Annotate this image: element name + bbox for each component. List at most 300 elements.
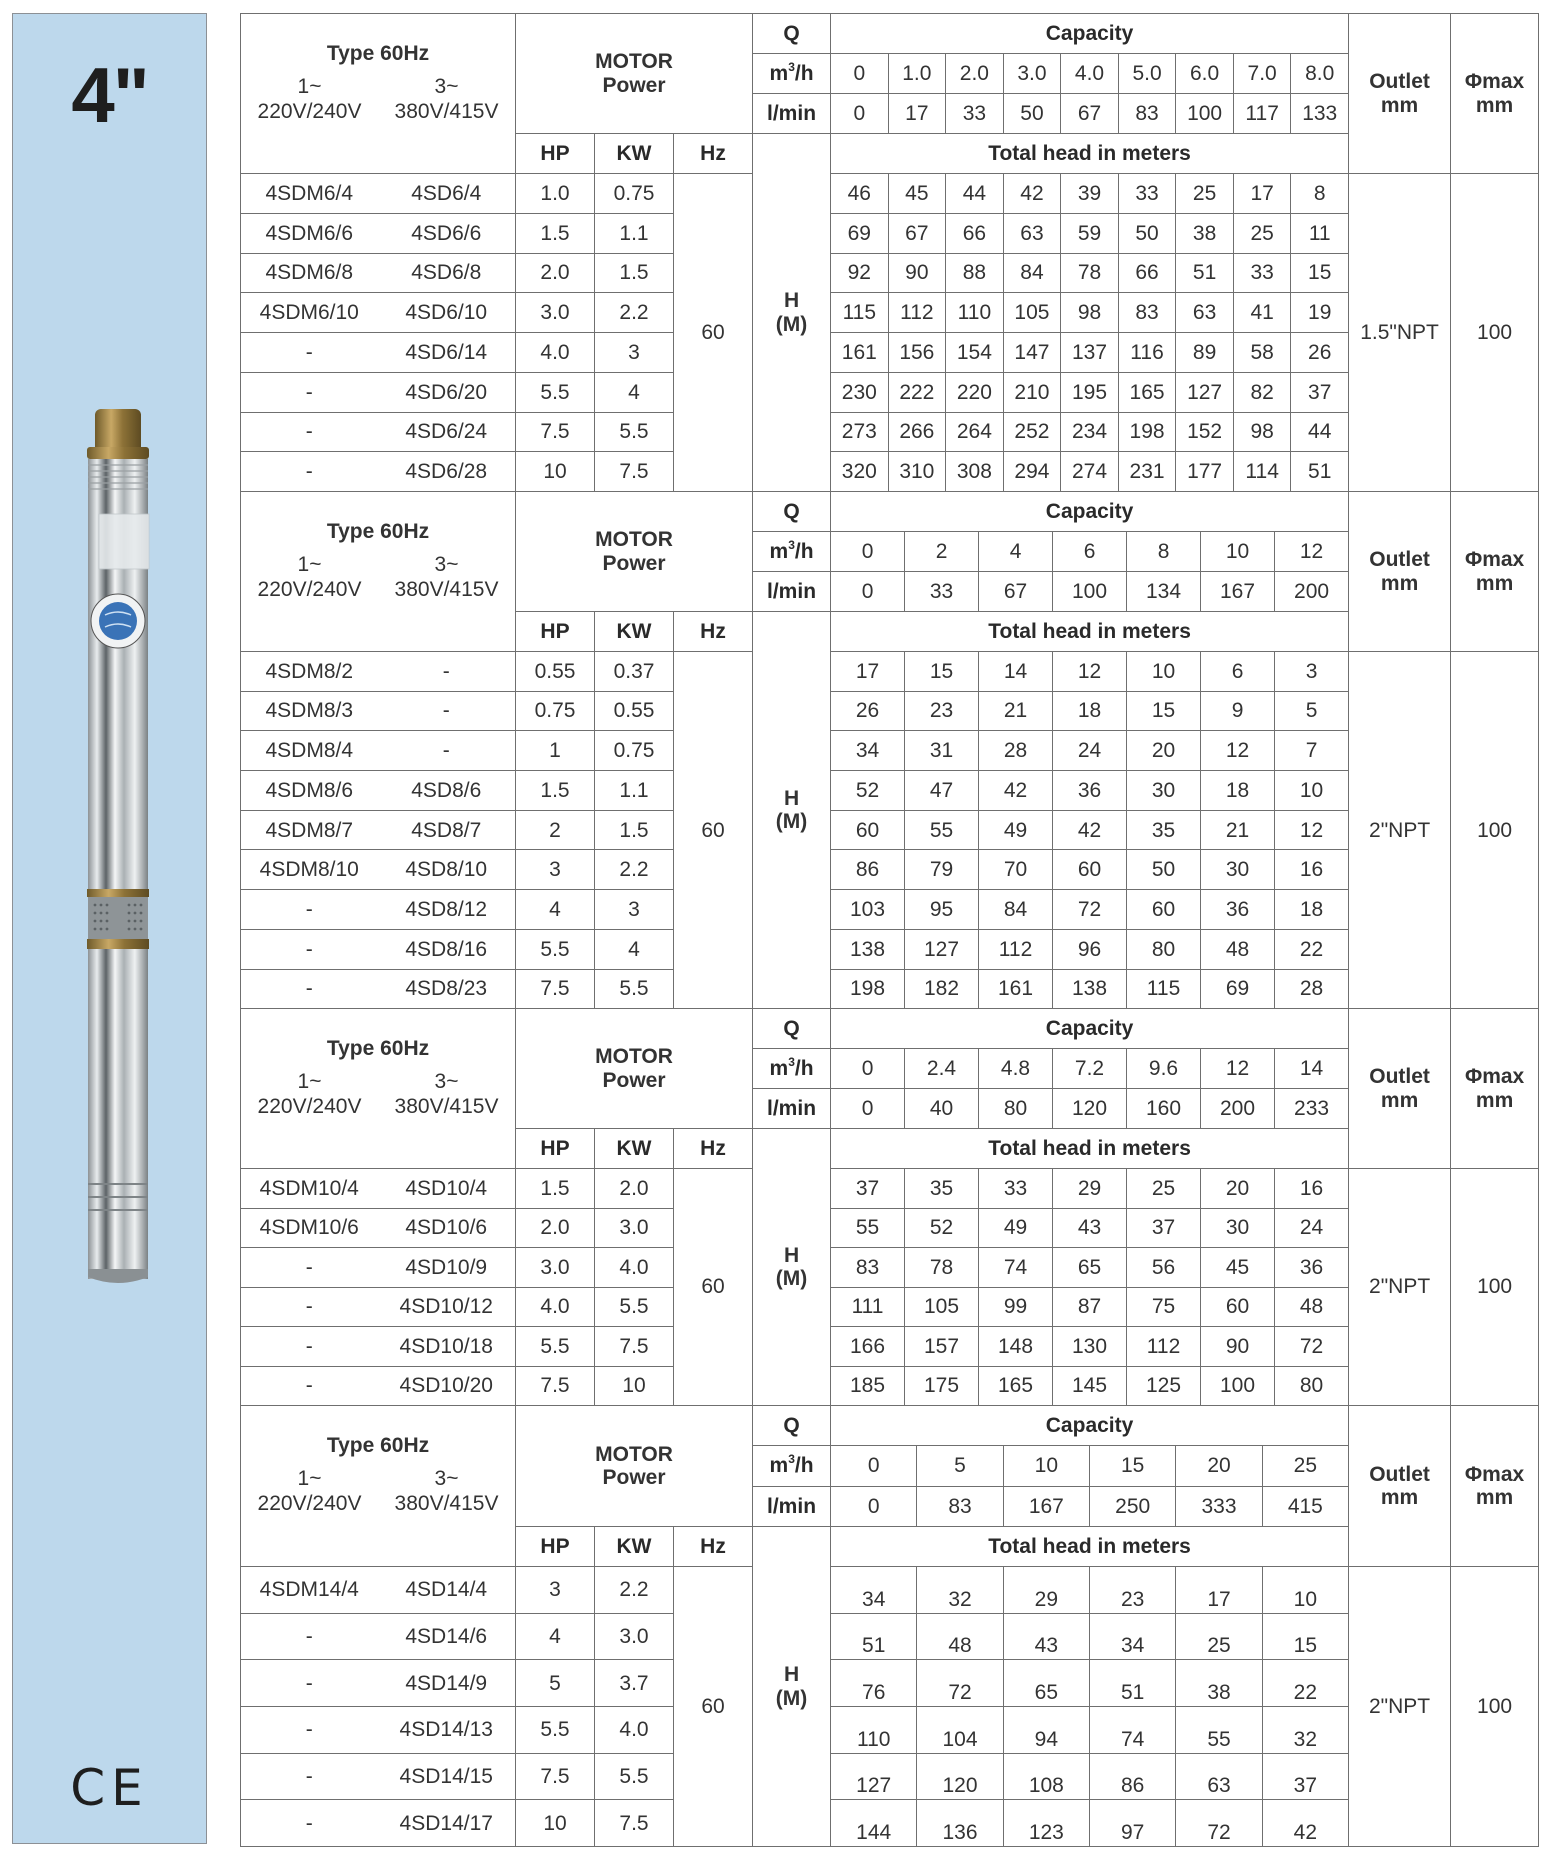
single-phase-model: 4SDM14/4 xyxy=(241,1567,378,1614)
head-value: 16 xyxy=(1275,850,1349,890)
max-diameter-unit: mm xyxy=(1475,1088,1514,1112)
single-phase-model: - xyxy=(241,1327,378,1367)
type-title: Type 60Hz xyxy=(326,42,430,65)
head-value: 17 xyxy=(1176,1567,1262,1614)
motor-kw: 7.5 xyxy=(595,1800,674,1847)
single-phase-voltage: 220V/240V xyxy=(257,578,362,602)
head-value: 110 xyxy=(946,293,1004,333)
motor-kw: 1.5 xyxy=(595,810,674,850)
motor-kw: 5.5 xyxy=(595,969,674,1009)
head-value: 55 xyxy=(1176,1707,1262,1754)
max-diameter-unit: mm xyxy=(1475,1486,1514,1509)
flow-m3h-value: 10 xyxy=(1003,1446,1089,1487)
max-diameter-header xyxy=(1451,1009,1539,1169)
flow-m3h-value: 12 xyxy=(1275,532,1349,572)
head-value: 43 xyxy=(1003,1613,1089,1660)
head-unit-label xyxy=(753,1527,831,1847)
h-label: H xyxy=(783,787,800,810)
head-value: 72 xyxy=(1176,1800,1262,1847)
head-value: 182 xyxy=(905,969,979,1009)
single-phase-label: 1~ xyxy=(297,1070,322,1094)
pump-model-row xyxy=(241,771,1539,811)
head-unit-label xyxy=(753,612,831,1009)
capacity-header: Capacity xyxy=(831,1406,1349,1446)
head-value: 37 xyxy=(1291,372,1349,412)
single-phase-model: - xyxy=(241,1613,378,1660)
flow-lmin-value: 33 xyxy=(946,94,1004,134)
outlet-value: 2"NPT xyxy=(1349,652,1451,1009)
head-value: 24 xyxy=(1275,1208,1349,1248)
max-diameter-header xyxy=(1451,14,1539,174)
hz-header: Hz xyxy=(674,612,753,652)
head-value: 161 xyxy=(979,969,1053,1009)
head-value: 48 xyxy=(1201,929,1275,969)
head-value: 37 xyxy=(831,1169,905,1209)
motor-power-header xyxy=(516,492,753,612)
motor-hp: 4 xyxy=(516,890,595,930)
lmin-unit: l/min xyxy=(753,1487,831,1527)
head-value: 198 xyxy=(831,969,905,1009)
head-value: 42 xyxy=(979,771,1053,811)
head-value: 138 xyxy=(1053,969,1127,1009)
motor-hp: 1.5 xyxy=(516,771,595,811)
power-label: Power xyxy=(602,1466,666,1489)
flow-m3h-value: 20 xyxy=(1176,1446,1262,1487)
head-value: 96 xyxy=(1053,929,1127,969)
head-value: 33 xyxy=(979,1169,1053,1209)
head-value: 52 xyxy=(905,1208,979,1248)
head-value: 12 xyxy=(1201,731,1275,771)
motor-kw: 1.1 xyxy=(595,213,674,253)
pump-model-row xyxy=(241,1248,1539,1288)
flow-lmin-value: 100 xyxy=(1176,94,1234,134)
motor-hp: 1.5 xyxy=(516,1169,595,1209)
pump-model-row xyxy=(241,253,1539,293)
motor-hp: 2 xyxy=(516,810,595,850)
head-value: 51 xyxy=(1090,1660,1176,1707)
frequency-value: 60 xyxy=(674,1169,753,1406)
lmin-unit: l/min xyxy=(753,1089,831,1129)
head-value: 87 xyxy=(1053,1287,1127,1327)
m3h-sup: 3 xyxy=(788,537,795,552)
pump-model-row xyxy=(241,293,1539,333)
performance-table-block xyxy=(240,1008,1539,1406)
head-value: 51 xyxy=(831,1613,917,1660)
flow-m3h-value: 7.2 xyxy=(1053,1049,1127,1089)
three-phase-model: 4SD14/4 xyxy=(378,1567,516,1614)
motor-kw: 3.0 xyxy=(595,1613,674,1660)
flow-m3h-value: 4 xyxy=(979,532,1053,572)
m3h-base: m xyxy=(769,1056,789,1080)
pump-model-row xyxy=(241,731,1539,771)
head-value: 83 xyxy=(1118,293,1176,333)
head-value: 273 xyxy=(831,412,889,452)
pump-model-row xyxy=(241,333,1539,373)
m3h-unit xyxy=(753,532,831,572)
motor-kw: 4 xyxy=(595,372,674,412)
motor-kw: 10 xyxy=(595,1366,674,1406)
total-head-header: Total head in meters xyxy=(831,134,1349,174)
flow-m3h-value: 4.0 xyxy=(1061,54,1119,94)
motor-label: MOTOR xyxy=(595,528,673,552)
head-value: 15 xyxy=(905,652,979,692)
flow-lmin-value: 160 xyxy=(1127,1089,1201,1129)
head-value: 115 xyxy=(1127,969,1201,1009)
head-value: 32 xyxy=(917,1567,1003,1614)
motor-hp: 5 xyxy=(516,1660,595,1707)
motor-kw: 4 xyxy=(595,929,674,969)
head-value: 320 xyxy=(831,452,889,492)
single-phase-model: 4SDM6/4 xyxy=(241,174,378,214)
h-unit: (M) xyxy=(775,312,808,336)
head-value: 86 xyxy=(1090,1753,1176,1800)
motor-kw: 5.5 xyxy=(595,412,674,452)
head-value: 66 xyxy=(1118,253,1176,293)
head-value: 86 xyxy=(831,850,905,890)
head-value: 38 xyxy=(1176,1660,1262,1707)
product-sidebar xyxy=(12,13,207,1844)
m3h-base: m xyxy=(769,1454,789,1478)
single-phase-model: - xyxy=(241,412,378,452)
m3h-sup: 3 xyxy=(788,1452,795,1467)
outlet-unit: mm xyxy=(1380,571,1419,595)
pump-model-row xyxy=(241,1169,1539,1209)
three-phase-model: - xyxy=(378,731,516,771)
head-value: 230 xyxy=(831,372,889,412)
head-value: 80 xyxy=(1127,929,1201,969)
outlet-label: Outlet xyxy=(1369,548,1430,572)
flow-lmin-value: 0 xyxy=(831,1487,917,1527)
head-value: 97 xyxy=(1090,1800,1176,1847)
motor-kw: 1.5 xyxy=(595,253,674,293)
head-value: 44 xyxy=(946,174,1004,214)
motor-hp: 3.0 xyxy=(516,293,595,333)
head-value: 41 xyxy=(1233,293,1291,333)
head-value: 60 xyxy=(1201,1287,1275,1327)
head-value: 95 xyxy=(905,890,979,930)
head-value: 130 xyxy=(1053,1327,1127,1367)
motor-label: MOTOR xyxy=(595,1442,673,1466)
motor-kw: 2.2 xyxy=(595,293,674,333)
ce-mark: CE xyxy=(70,1759,149,1817)
three-phase-voltage: 380V/415V xyxy=(394,100,499,124)
head-value: 30 xyxy=(1127,771,1201,811)
motor-kw: 3 xyxy=(595,890,674,930)
max-diameter-value: 100 xyxy=(1451,1567,1539,1847)
motor-kw: 3.0 xyxy=(595,1208,674,1248)
head-value: 39 xyxy=(1061,174,1119,214)
head-value: 25 xyxy=(1176,1613,1262,1660)
motor-kw: 0.75 xyxy=(595,174,674,214)
three-phase-model: 4SD6/14 xyxy=(378,333,516,373)
head-value: 165 xyxy=(979,1366,1053,1406)
head-value: 10 xyxy=(1127,652,1201,692)
m3h-sup: 3 xyxy=(788,59,795,74)
head-value: 52 xyxy=(831,771,905,811)
head-value: 59 xyxy=(1061,213,1119,253)
head-value: 10 xyxy=(1262,1567,1348,1614)
head-value: 125 xyxy=(1127,1366,1201,1406)
outlet-header xyxy=(1349,1009,1451,1169)
single-phase-model: 4SDM6/6 xyxy=(241,213,378,253)
total-head-header: Total head in meters xyxy=(831,612,1349,652)
flow-lmin-value: 100 xyxy=(1053,572,1127,612)
three-phase-model: 4SD8/23 xyxy=(378,969,516,1009)
head-value: 42 xyxy=(1053,810,1127,850)
head-value: 112 xyxy=(888,293,946,333)
pump-model-row xyxy=(241,1327,1539,1367)
flow-lmin-value: 67 xyxy=(979,572,1053,612)
three-phase-label: 3~ xyxy=(434,1467,459,1491)
three-phase-model: 4SD10/4 xyxy=(378,1169,516,1209)
three-phase-model: 4SD6/8 xyxy=(378,253,516,293)
head-value: 165 xyxy=(1118,372,1176,412)
head-value: 65 xyxy=(1053,1248,1127,1288)
head-value: 144 xyxy=(831,1800,917,1847)
single-phase-label: 1~ xyxy=(297,1467,322,1491)
head-value: 15 xyxy=(1262,1613,1348,1660)
three-phase-model: 4SD14/9 xyxy=(378,1660,516,1707)
head-value: 115 xyxy=(831,293,889,333)
pump-model-row xyxy=(241,652,1539,692)
motor-hp: 5.5 xyxy=(516,1327,595,1367)
single-phase-model: 4SDM6/8 xyxy=(241,253,378,293)
outlet-value: 1.5"NPT xyxy=(1349,174,1451,492)
flow-lmin-value: 67 xyxy=(1061,94,1119,134)
h-unit: (M) xyxy=(775,1267,808,1290)
hp-header: HP xyxy=(516,1129,595,1169)
flow-lmin-value: 50 xyxy=(1003,94,1061,134)
three-phase-model: 4SD10/18 xyxy=(378,1327,516,1367)
motor-hp: 3.0 xyxy=(516,1248,595,1288)
type-header xyxy=(241,14,516,174)
three-phase-voltage: 380V/415V xyxy=(394,578,499,602)
head-value: 36 xyxy=(1053,771,1127,811)
head-value: 34 xyxy=(831,1567,917,1614)
flow-lmin-value: 120 xyxy=(1053,1089,1127,1129)
head-value: 17 xyxy=(831,652,905,692)
head-value: 18 xyxy=(1053,691,1127,731)
motor-hp: 5.5 xyxy=(516,929,595,969)
head-value: 138 xyxy=(831,929,905,969)
motor-hp: 7.5 xyxy=(516,969,595,1009)
m3h-unit xyxy=(753,54,831,94)
flow-m3h-value: 2 xyxy=(905,532,979,572)
head-value: 220 xyxy=(946,372,1004,412)
head-value: 177 xyxy=(1176,452,1234,492)
motor-kw: 4.0 xyxy=(595,1707,674,1754)
motor-hp: 3 xyxy=(516,1567,595,1614)
pump-model-row xyxy=(241,969,1539,1009)
pump-model-row xyxy=(241,810,1539,850)
head-value: 161 xyxy=(831,333,889,373)
motor-kw: 1.1 xyxy=(595,771,674,811)
head-value: 51 xyxy=(1176,253,1234,293)
head-value: 112 xyxy=(1127,1327,1201,1367)
three-phase-model: - xyxy=(378,652,516,692)
motor-power-header xyxy=(516,1009,753,1129)
q-header: Q xyxy=(753,1009,831,1049)
head-value: 28 xyxy=(1275,969,1349,1009)
pump-model-row xyxy=(241,1613,1539,1660)
single-phase-model: - xyxy=(241,333,378,373)
header-row xyxy=(241,1009,1539,1049)
head-value: 234 xyxy=(1061,412,1119,452)
head-value: 105 xyxy=(1003,293,1061,333)
head-value: 28 xyxy=(979,731,1053,771)
q-header: Q xyxy=(753,1406,831,1446)
head-value: 30 xyxy=(1201,850,1275,890)
pump-model-row xyxy=(241,929,1539,969)
motor-kw: 0.55 xyxy=(595,691,674,731)
head-value: 49 xyxy=(979,1208,1053,1248)
power-label: Power xyxy=(602,551,666,575)
flow-lmin-value: 333 xyxy=(1176,1487,1262,1527)
performance-table-block xyxy=(240,1405,1539,1847)
single-phase-voltage: 220V/240V xyxy=(257,1095,362,1119)
head-value: 147 xyxy=(1003,333,1061,373)
head-value: 36 xyxy=(1201,890,1275,930)
head-value: 84 xyxy=(979,890,1053,930)
type-title: Type 60Hz xyxy=(326,1037,430,1060)
flow-m3h-value: 6.0 xyxy=(1176,54,1234,94)
head-value: 185 xyxy=(831,1366,905,1406)
type-title: Type 60Hz xyxy=(326,520,430,543)
head-value: 264 xyxy=(946,412,1004,452)
capacity-header: Capacity xyxy=(831,14,1349,54)
flow-m3h-value: 1.0 xyxy=(888,54,946,94)
head-value: 72 xyxy=(1275,1327,1349,1367)
motor-hp: 7.5 xyxy=(516,1366,595,1406)
m3h-tail: /h xyxy=(794,539,814,563)
flow-m3h-value: 0 xyxy=(831,1446,917,1487)
head-value: 65 xyxy=(1003,1660,1089,1707)
motor-kw: 0.37 xyxy=(595,652,674,692)
head-value: 20 xyxy=(1201,1169,1275,1209)
head-value: 84 xyxy=(1003,253,1061,293)
head-value: 120 xyxy=(917,1753,1003,1800)
head-value: 76 xyxy=(831,1660,917,1707)
flow-m3h-value: 2.4 xyxy=(905,1049,979,1089)
outlet-header xyxy=(1349,1406,1451,1567)
head-value: 37 xyxy=(1262,1753,1348,1800)
head-value: 7 xyxy=(1275,731,1349,771)
head-value: 90 xyxy=(1201,1327,1275,1367)
three-phase-model: 4SD8/6 xyxy=(378,771,516,811)
head-value: 69 xyxy=(831,213,889,253)
head-value: 74 xyxy=(1090,1707,1176,1754)
head-value: 38 xyxy=(1176,213,1234,253)
head-value: 308 xyxy=(946,452,1004,492)
three-phase-model: 4SD8/16 xyxy=(378,929,516,969)
head-value: 72 xyxy=(1053,890,1127,930)
single-phase-model: 4SDM8/10 xyxy=(241,850,378,890)
head-value: 154 xyxy=(946,333,1004,373)
head-value: 15 xyxy=(1291,253,1349,293)
single-phase-voltage: 220V/240V xyxy=(257,1492,362,1516)
motor-hp: 5.5 xyxy=(516,1707,595,1754)
head-value: 166 xyxy=(831,1327,905,1367)
flow-lmin-value: 200 xyxy=(1201,1089,1275,1129)
q-header: Q xyxy=(753,492,831,532)
head-value: 34 xyxy=(1090,1613,1176,1660)
pump-model-row xyxy=(241,1208,1539,1248)
flow-m3h-value: 2.0 xyxy=(946,54,1004,94)
three-phase-model: 4SD8/10 xyxy=(378,850,516,890)
motor-kw: 7.5 xyxy=(595,1327,674,1367)
three-phase-model: 4SD10/12 xyxy=(378,1287,516,1327)
pump-model-row xyxy=(241,1660,1539,1707)
h-label: H xyxy=(783,1243,800,1267)
flow-lmin-value: 133 xyxy=(1291,94,1349,134)
three-phase-label: 3~ xyxy=(434,1070,459,1094)
max-diameter-unit: mm xyxy=(1475,571,1514,595)
pump-model-row xyxy=(241,174,1539,214)
motor-hp: 10 xyxy=(516,1800,595,1847)
motor-kw: 4.0 xyxy=(595,1248,674,1288)
motor-hp: 1.5 xyxy=(516,213,595,253)
type-header xyxy=(241,492,516,652)
head-value: 45 xyxy=(888,174,946,214)
flow-m3h-value: 7.0 xyxy=(1233,54,1291,94)
head-value: 18 xyxy=(1275,890,1349,930)
head-value: 42 xyxy=(1262,1800,1348,1847)
head-value: 83 xyxy=(831,1248,905,1288)
single-phase-model: - xyxy=(241,1753,378,1800)
head-value: 90 xyxy=(888,253,946,293)
head-value: 29 xyxy=(1003,1567,1089,1614)
head-value: 210 xyxy=(1003,372,1061,412)
flow-m3h-value: 0 xyxy=(831,1049,905,1089)
flow-lmin-value: 83 xyxy=(917,1487,1003,1527)
single-phase-model: - xyxy=(241,1800,378,1847)
head-value: 105 xyxy=(905,1287,979,1327)
hp-header: HP xyxy=(516,134,595,174)
three-phase-model: 4SD6/10 xyxy=(378,293,516,333)
three-phase-voltage: 380V/415V xyxy=(394,1095,499,1119)
head-value: 103 xyxy=(831,890,905,930)
outlet-unit: mm xyxy=(1380,1486,1419,1509)
outlet-label: Outlet xyxy=(1369,70,1430,94)
single-phase-model: 4SDM8/7 xyxy=(241,810,378,850)
three-phase-label: 3~ xyxy=(434,553,459,577)
h-label: H xyxy=(783,1663,800,1687)
head-value: 30 xyxy=(1201,1208,1275,1248)
power-label: Power xyxy=(602,1068,666,1092)
head-value: 60 xyxy=(1127,890,1201,930)
h-unit: (M) xyxy=(775,810,808,834)
single-phase-model: 4SDM8/3 xyxy=(241,691,378,731)
motor-label: MOTOR xyxy=(595,50,673,74)
head-value: 49 xyxy=(979,810,1053,850)
head-value: 29 xyxy=(1053,1169,1127,1209)
pump-model-row xyxy=(241,890,1539,930)
q-header: Q xyxy=(753,14,831,54)
head-value: 110 xyxy=(831,1707,917,1754)
head-value: 127 xyxy=(905,929,979,969)
single-phase-model: - xyxy=(241,1366,378,1406)
head-value: 78 xyxy=(1061,253,1119,293)
head-value: 69 xyxy=(1201,969,1275,1009)
motor-hp: 4 xyxy=(516,1613,595,1660)
head-value: 74 xyxy=(979,1248,1053,1288)
motor-kw: 2.2 xyxy=(595,1567,674,1614)
type-title: Type 60Hz xyxy=(326,1434,430,1457)
head-value: 22 xyxy=(1262,1660,1348,1707)
head-value: 9 xyxy=(1201,691,1275,731)
performance-table-block xyxy=(240,491,1539,1009)
outlet-unit: mm xyxy=(1380,93,1419,117)
